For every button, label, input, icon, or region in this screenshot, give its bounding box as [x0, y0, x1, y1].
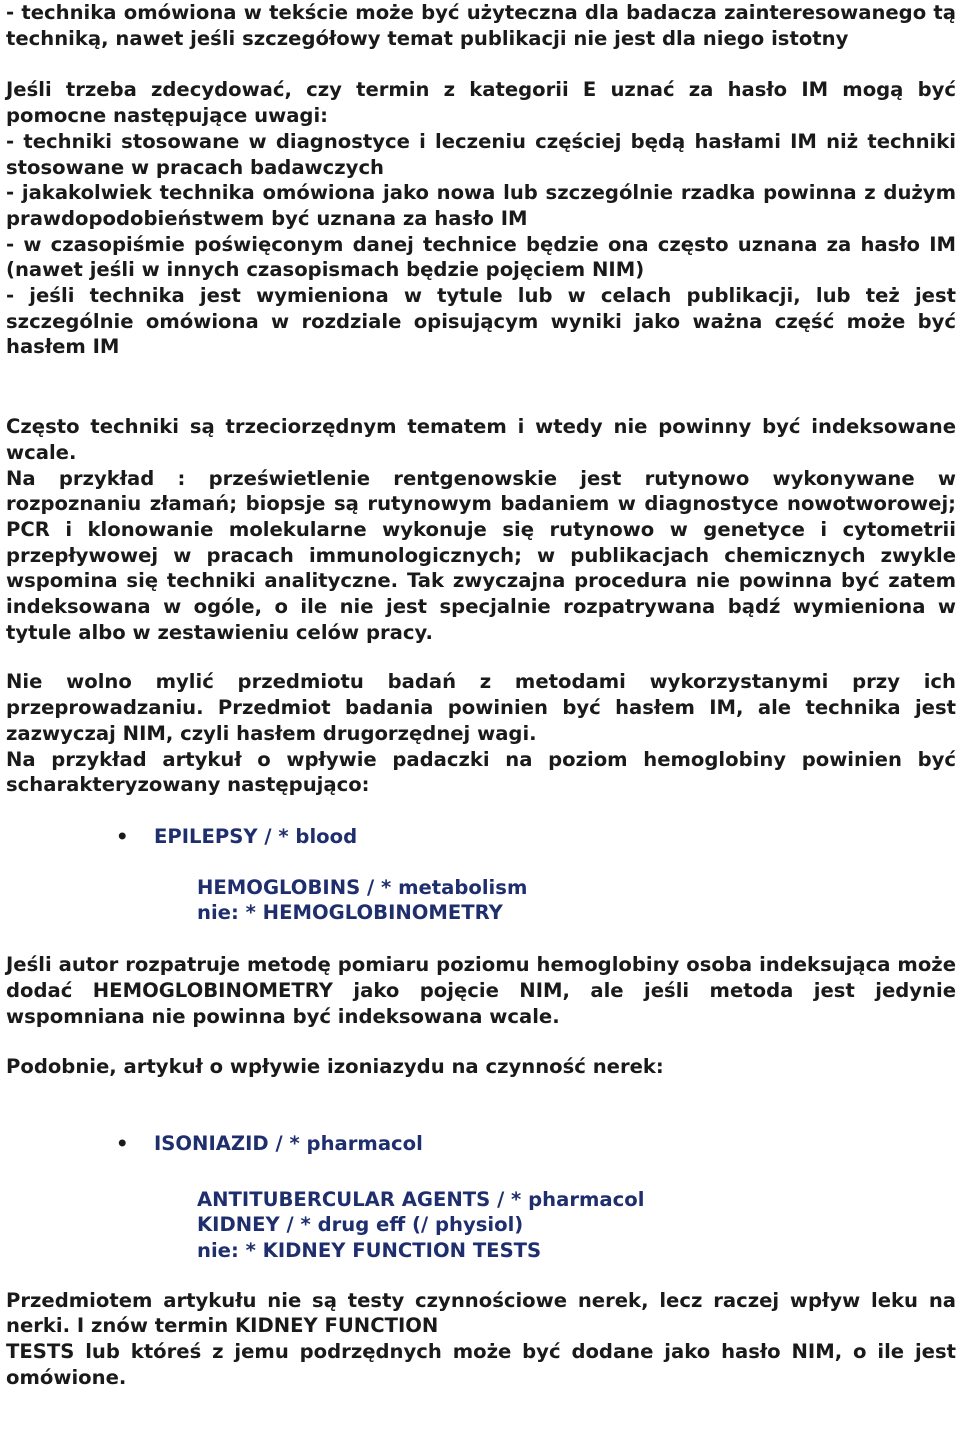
category-e-item-4: - jeśli technika jest wymieniona w tytule lub w celach publikacji, lub też jest szczególnie omówiona w rozdziale opisującym wyniki jako ważna część może być hasłem IM: [6, 284, 956, 359]
example-paragraph: Na przykład : prześwietlenie rentgenowskie jest rutynowo wykonywane w rozpoznaniu złamań; biopsje są rutynowym badaniem w diagnostyce nowotworowej; PCR i klonowanie molekularne wykonuje się rutynowo w genetyce i cytometrii przepływowej w pracach immunologicznych; w publikacjach chemicznych zwykle wspomina się techniki analityczne. Tak zwyczajna procedura nie powinna być zatem indeksowana w ogóle, o ile nie jest specjalnie rozpatrywana bądź wymieniona w tytule albo w zestawieniu celów pracy.: [6, 466, 956, 644]
after-example1-paragraph: Jeśli autor rozpatruje metodę pomiaru poziomu hemoglobiny osoba indeksująca może dodać HEMOGLOBINOMETRY jako pojęcie NIM, ale jeśli metoda jest jedynie wspomniana nie powinna być indeksowana wcale.: [6, 953, 956, 1028]
example2-term-antitubercular: ANTITUBERCULAR AGENTS / * pharmacol: [197, 1187, 645, 1211]
subject-paragraph: Nie wolno mylić przedmiotu badań z metodami wykorzystanymi przy ich przeprowadzaniu. Przedmiot badania powinien być hasłem IM, ale technika jest zazwyczaj NIM, czyli hasłem drugorzędnej wagi.: [6, 670, 956, 745]
epilepsy-lead: Na przykład artykuł o wpływie padaczki na poziom hemoglobiny powinien być scharakteryzowany następująco:: [6, 747, 956, 797]
conclusion-line-1: Przedmiotem artykułu nie są testy czynnościowe nerek, lecz raczej wpływ leku na nerki. I znów termin KIDNEY FUNCTION: [6, 1288, 956, 1338]
example2-term-kidney: KIDNEY / * drug eff (/ physiol): [197, 1213, 524, 1237]
category-e-item-3: - w czasopiśmie poświęconym danej technice będzie ona często uznana za hasło IM (nawet jeśli w innych czasopismach będzie pojęciem NIM): [6, 232, 956, 282]
intro-item: - technika omówiona w tekście może być użyteczna dla badacza zainteresowanego tą techniką, nawet jeśli szczegółowy temat publikacji nie jest dla niego istotny: [6, 1, 956, 50]
example1-term-excluded: nie: * HEMOGLOBINOMETRY: [197, 901, 503, 925]
bullet-icon: •: [116, 824, 129, 848]
example1-bullet-item: [6, 824, 956, 850]
conclusion-line-2: TESTS lub któreś z jemu podrzędnych może być dodane jako hasło NIM, o ile jest omówione.: [6, 1340, 956, 1389]
category-e-item-2: - jakakolwiek technika omówiona jako nowa lub szczególnie rzadka powinna z dużym prawdopodobieństwem być uznana za hasło IM: [6, 181, 956, 230]
document-page: [6, 0, 956, 1391]
example2-term-excluded: nie: * KIDNEY FUNCTION TESTS: [197, 1239, 542, 1263]
category-e-item-1: - techniki stosowane w diagnostyce i leczeniu częściej będą hasłami IM niż techniki stosowane w pracach badawczych: [6, 129, 956, 179]
bullet-icon: •: [116, 1131, 129, 1155]
example1-term-hemoglobins: HEMOGLOBINS / * metabolism: [197, 875, 528, 899]
example2-bullet-item: [6, 1131, 956, 1157]
tertiary-paragraph: Często techniki są trzeciorzędnym tematem i wtedy nie powinny być indeksowane wcale.: [6, 415, 956, 464]
similarly-lead: Podobnie, artykuł o wpływie izoniazydu na czynność nerek:: [6, 1055, 664, 1079]
example1-main-term: EPILEPSY / * blood: [154, 824, 358, 848]
example2-main-term: ISONIAZID / * pharmacol: [154, 1131, 423, 1155]
category-e-lead: Jeśli trzeba zdecydować, czy termin z kategorii E uznać za hasło IM mogą być pomocne następujące uwagi:: [6, 78, 956, 128]
